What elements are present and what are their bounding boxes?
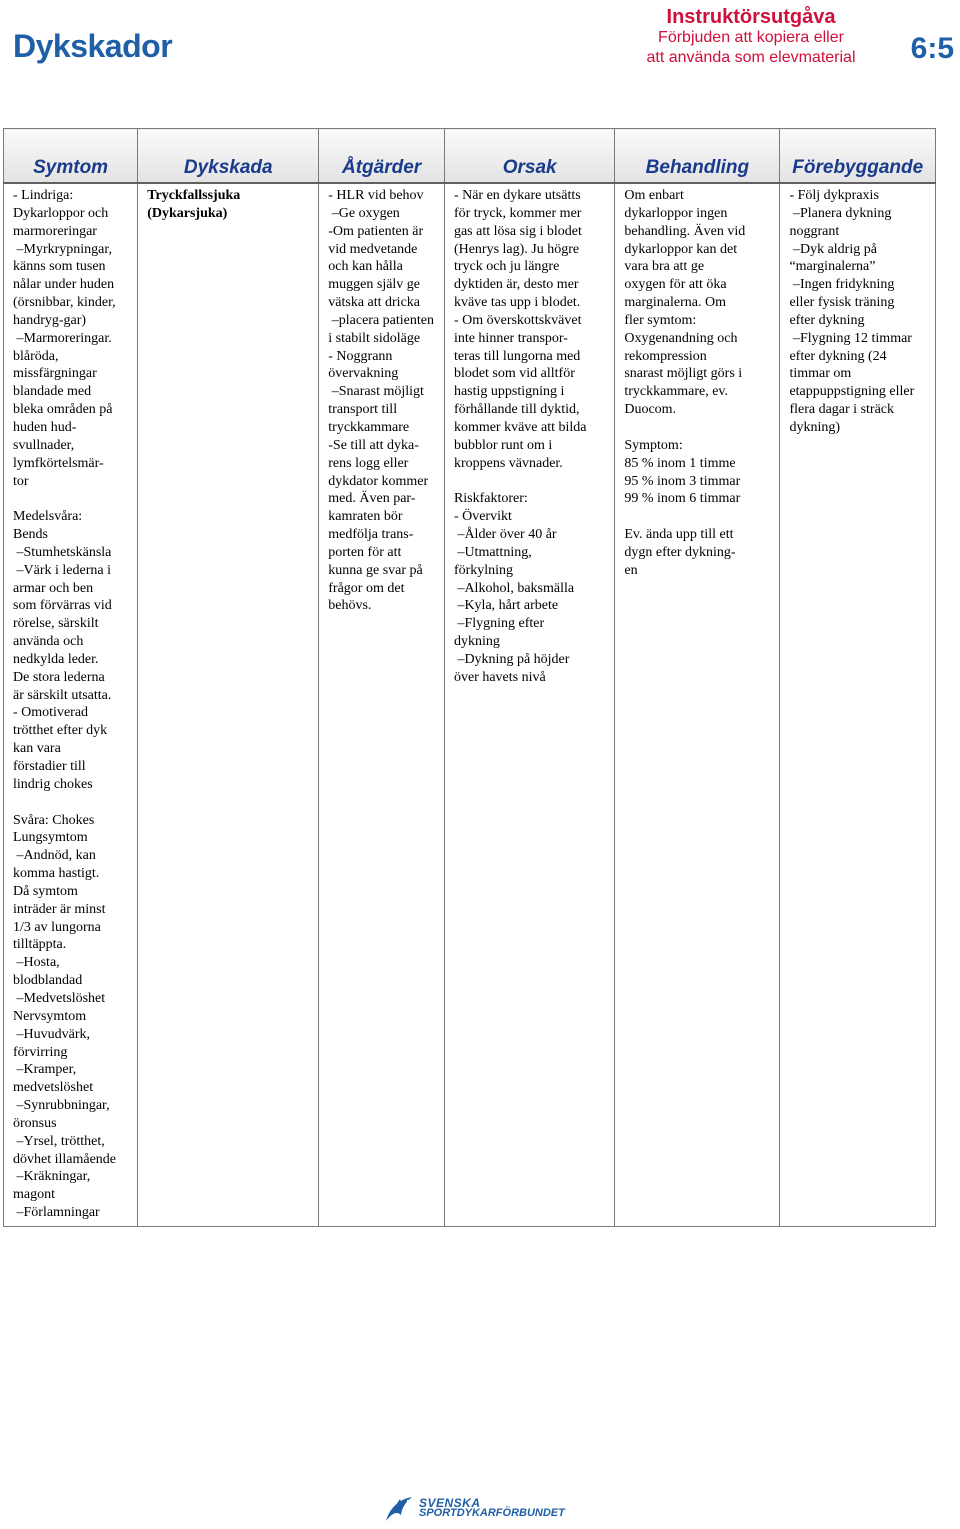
page-number: 6:5 xyxy=(910,32,954,65)
instructor-edition-label: Instruktörsutgåva xyxy=(666,6,836,28)
logo-text-line1: SVENSKA xyxy=(419,1496,481,1510)
injury-table xyxy=(3,128,936,1227)
copy-notice-line1: Förbjuden att kopiera eller xyxy=(658,29,844,46)
column-header-behandling: Behandling xyxy=(615,129,780,184)
cell-symtom: - Lindriga: Dykarloppor och marmoreringar –Myrkrypningar, känns som tusen nålar under huden (örsnibbar, kinder, handryg-gar) –Marmoreringar. blåröda, missfärgningar blandade med bleka områden på huden hud- svullnader, lymfkörtelsmär- tor Medelsvåra: Bends –Stumhetskänsla –Värk i lederna i armar och ben som förvärras vid rörelse, särskilt använda och nedkylda leder. De stora lederna är särskilt utsatta. - Omotiverad trötthet efter dyk kan vara förstadier till lindrig chokes Svåra: Chokes Lungsymtom –Andnöd, kan komma hastigt. Då symtom inträder är minst 1/3 av lungorna tilltäppta. –Hosta, blodblandad –Medvetslöshet Nervsymtom –Huvudvärk, förvirring –Kramper, medvetslöshet –Synrubbningar, öronsus –Yrsel, trötthet, dövhet illamående –Kräkningar, magont –Förlamningar xyxy=(4,183,138,1226)
column-header-forebyggande: Förebyggande xyxy=(780,129,936,184)
copy-notice-line2: att använda som elevmaterial xyxy=(646,49,856,66)
dolphin-icon xyxy=(382,1493,416,1527)
cell-behandling: Om enbart dykarloppor ingen behandling. Även vid dykarloppor kan det vara bra att ge oxygen för att öka marginalerna. Om fler symtom: Oxygenandning och rekompression snarast möjligt görs i tryckkammare, ev. Duocom. Symptom: 85 % inom 1 timme 95 % inom 3 timmar 99 % inom 6 timmar Ev. ända upp till ett dygn efter dykning- en xyxy=(615,183,780,1226)
logo-text-line2: SPORTDYKARFÖRBUNDET xyxy=(419,1507,565,1519)
federation-logo xyxy=(382,1493,582,1527)
page-title: Dykskador xyxy=(13,28,173,64)
column-header-symtom: Symtom xyxy=(4,129,138,184)
table-header-row xyxy=(4,129,936,184)
column-header-orsak: Orsak xyxy=(444,129,614,184)
column-header-atgarder: Åtgärder xyxy=(319,129,445,184)
table-row xyxy=(4,183,936,1226)
cell-atgarder: - HLR vid behov –Ge oxygen -Om patienten är vid medvetande och kan hålla muggen själv ge vätska att dricka –placera patienten i stabilt sidoläge - Noggrann övervakning –Snarast möjligt transport till tryckkammare -Se till att dyka- rens logg eller dykdator kommer med. Även par- kamraten bör medfölja trans- porten för att kunna ge svar på frågor om det behövs. xyxy=(319,183,445,1226)
column-header-dykskada: Dykskada xyxy=(138,129,319,184)
cell-orsak: - När en dykare utsätts för tryck, kommer mer gas att lösa sig i blodet (Henrys lag). Ju högre tryck och ju längre dyktiden är, desto mer kväve tas upp i blodet. - Om överskottskvävet inte hinner transpor- teras till lungorna med blodet som vid alltför hastig uppstigning i förhållande till dyktid, kommer kväve att bilda bubblor runt om i kroppens vävnader. Riskfaktorer: - Övervikt –Ålder över 40 år –Utmattning, förkylning –Alkohol, baksmälla –Kyla, hårt arbete –Flygning efter dykning –Dykning på höjder över havets nivå xyxy=(444,183,614,1226)
cell-forebyggande: - Följ dykpraxis –Planera dykning noggrant –Dyk aldrig på “marginalerna” –Ingen fridykning eller fysisk träning efter dykning –Flygning 12 timmar efter dykning (24 timmar om etappuppstigning eller flera dagar i sträck dykning) xyxy=(780,183,936,1226)
cell-dykskada: Tryckfallssjuka (Dykarsjuka) xyxy=(138,183,319,1226)
instructor-notice xyxy=(620,6,882,68)
